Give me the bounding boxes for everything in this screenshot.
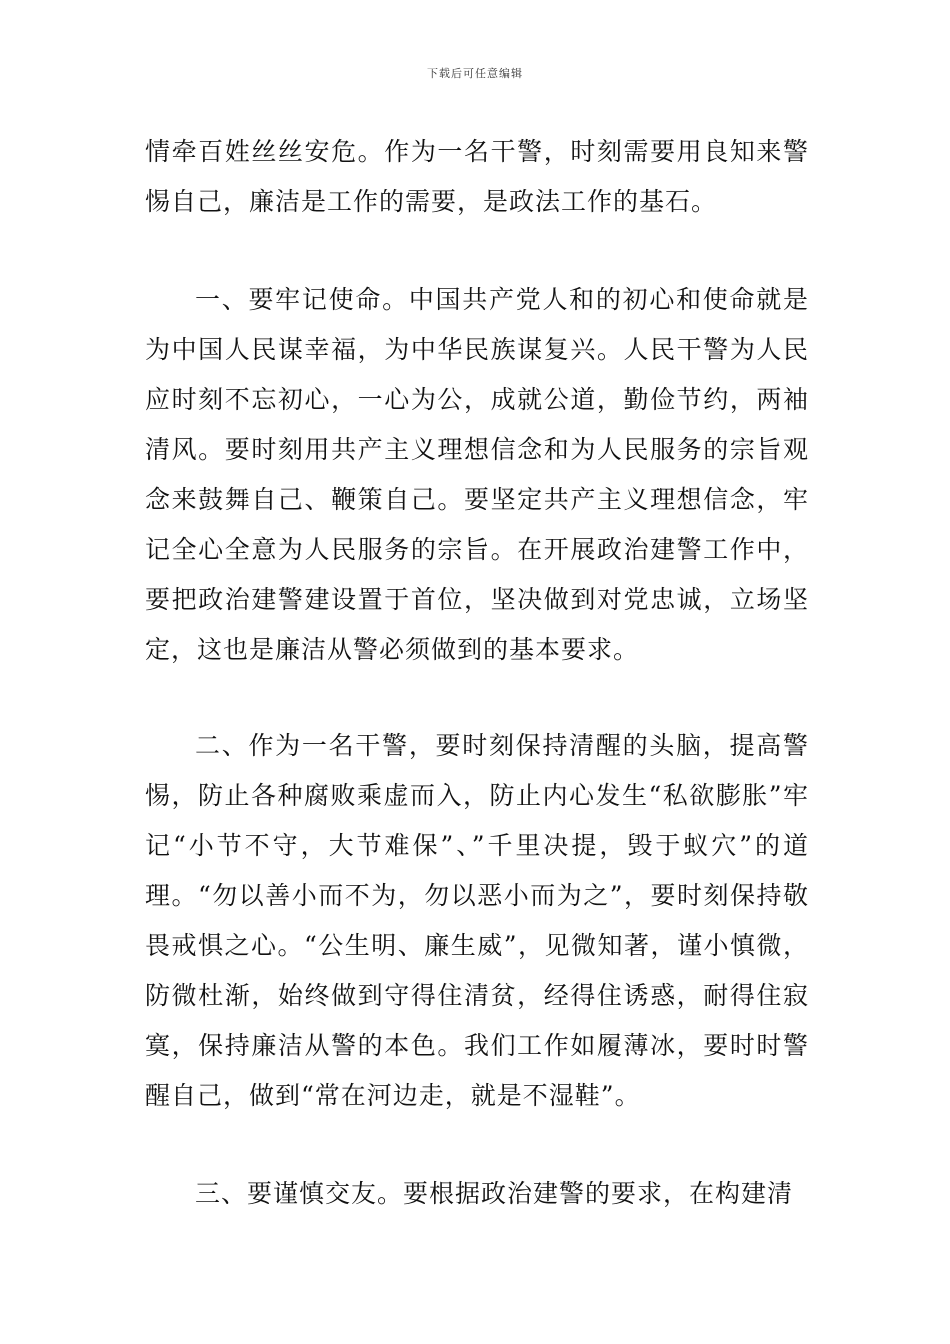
paragraph-section-two: 二、作为一名干警，要时刻保持清醒的头脑，提高警惕，防止各种腐败乘虚而入，防止内心发生“私欲膨胀”牢记“小节不守，大节难保”、”千里决提，毁于蚁穴”的道理。“勿以善小而不为，勿以恶小而为之”，要时刻保持敬畏戒惧之心。“公生明、廉生威”，见微知著，谨小慎微，防微杜渐，始终做到守得住清贫，经得住诱惑，耐得住寂寞，保持廉洁从警的本色。我们工作如履薄冰，要时时警醒自己，做到“常在河边走，就是不湿鞋”。 xyxy=(145,731,809,1110)
paragraph-continuation: 情牵百姓丝丝安危。作为一名干警，时刻需要用良知来警惕自己，廉洁是工作的需要，是政法工作的基石。 xyxy=(145,137,809,216)
page-header: 下载后可任意编辑 xyxy=(427,67,523,80)
paragraph-section-three: 三、要谨慎交友。要根据政治建警的要求，在构建清 xyxy=(195,1179,794,1208)
paragraph-section-one: 一、要牢记使命。中国共产党人和的初心和使命就是为中国人民谋幸福，为中华民族谋复兴。人民干警为人民应时刻不忘初心，一心为公，成就公道，勤俭节约，两袖清风。要时刻用共产主义理想信念和为人民服务的宗旨观念来鼓舞自己、鞭策自己。要坚定共产主义理想信念，牢记全心全意为人民服务的宗旨。在开展政治建警工作中，要把政治建警建设置于首位，坚决做到对党忠诚，立场坚定，这也是廉洁从警必须做到的基本要求。 xyxy=(145,285,809,664)
